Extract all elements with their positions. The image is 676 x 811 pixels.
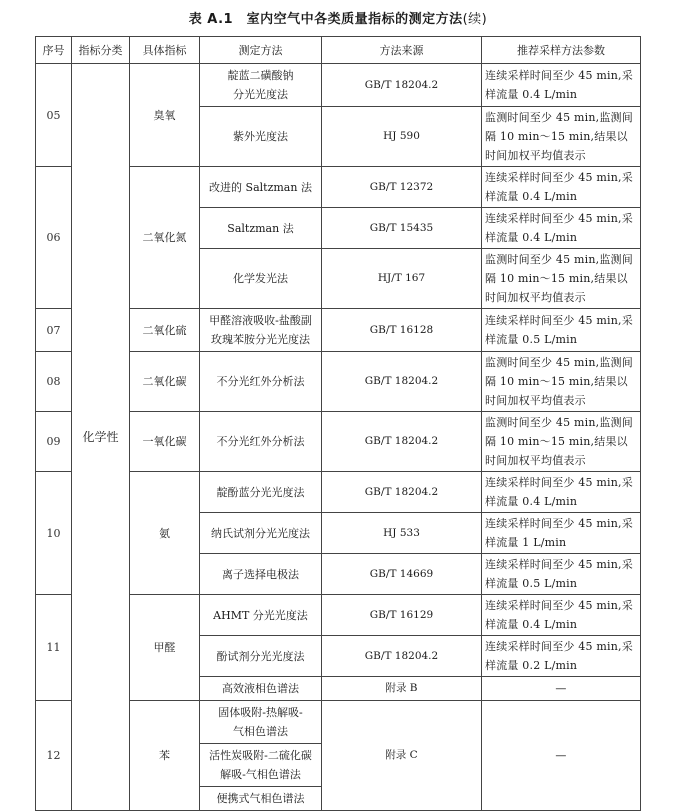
cell-indicator: 氨 xyxy=(130,472,200,595)
table-title-suffix: (续) xyxy=(462,12,488,27)
cell-source: GB/T 14669 xyxy=(322,554,482,595)
cell-method: 靛酚蓝分光光度法 xyxy=(200,472,322,513)
cell-method: Saltzman 法 xyxy=(200,208,322,249)
table-body xyxy=(36,64,641,811)
cell-source: GB/T 18204.2 xyxy=(322,412,482,472)
cell-params: 监测时间至少 45 min,监测间隔 10 min～15 min,结果以时间加权平均值表示 xyxy=(482,412,641,472)
cell-source: HJ 533 xyxy=(322,513,482,554)
cell-params: — xyxy=(482,701,641,811)
cell-params: 连续采样时间至少 45 min,采样流量 0.4 L/min xyxy=(482,167,641,208)
cell-params: 监测时间至少 45 min,监测间隔 10 min～15 min,结果以时间加权平均值表示 xyxy=(482,249,641,309)
cell-method: 改进的 Saltzman 法 xyxy=(200,167,322,208)
cell-method: 离子选择电极法 xyxy=(200,554,322,595)
cell-indicator: 一氧化碳 xyxy=(130,412,200,472)
header-no: 序号 xyxy=(36,37,72,64)
table-title-main: 表 A.1 室内空气中各类质量指标的测定方法 xyxy=(188,12,463,27)
cell-indicator: 二氧化碳 xyxy=(130,352,200,412)
cell-params: 连续采样时间至少 45 min,采样流量 0.4 L/min xyxy=(482,208,641,249)
cell-source: GB/T 18204.2 xyxy=(322,64,482,107)
header-source: 方法来源 xyxy=(322,37,482,64)
cell-method: 不分光红外分析法 xyxy=(200,352,322,412)
cell-source: 附录 C xyxy=(322,701,482,811)
cell-source: GB/T 16128 xyxy=(322,309,482,352)
cell-source: HJ 590 xyxy=(322,107,482,167)
cell-method: 高效液相色谱法 xyxy=(200,677,322,701)
cell-indicator: 甲醛 xyxy=(130,595,200,701)
cell-method: 活性炭吸附-二硫化碳 解吸-气相色谱法 xyxy=(200,744,322,787)
cell-source: GB/T 18204.2 xyxy=(322,472,482,513)
header-params: 推荐采样方法参数 xyxy=(482,37,641,64)
cell-method: 便携式气相色谱法 xyxy=(200,787,322,811)
header-method: 测定方法 xyxy=(200,37,322,64)
cell-source: GB/T 12372 xyxy=(322,167,482,208)
cell-no: 09 xyxy=(36,412,72,472)
cell-method: 纳氏试剂分光光度法 xyxy=(200,513,322,554)
cell-method: 固体吸附-热解吸- 气相色谱法 xyxy=(200,701,322,744)
cell-no: 06 xyxy=(36,167,72,309)
header-category: 指标分类 xyxy=(72,37,130,64)
cell-indicator: 二氧化氮 xyxy=(130,167,200,309)
header-row xyxy=(36,37,641,64)
cell-method: 化学发光法 xyxy=(200,249,322,309)
cell-method: 紫外光度法 xyxy=(200,107,322,167)
cell-params: 连续采样时间至少 45 min,采样流量 0.4 L/min xyxy=(482,595,641,636)
cell-no: 08 xyxy=(36,352,72,412)
cell-source: GB/T 18204.2 xyxy=(322,636,482,677)
cell-category: 化学性 xyxy=(72,64,130,811)
cell-indicator: 苯 xyxy=(130,701,200,811)
cell-source: 附录 B xyxy=(322,677,482,701)
cell-no: 07 xyxy=(36,309,72,352)
cell-params: 连续采样时间至少 45 min,采样流量 0.2 L/min xyxy=(482,636,641,677)
cell-method: 靛蓝二磺酸钠 分光光度法 xyxy=(200,64,322,107)
cell-params: 连续采样时间至少 45 min,采样流量 0.4 L/min xyxy=(482,472,641,513)
cell-params: 监测时间至少 45 min,监测间隔 10 min～15 min,结果以时间加权平均值表示 xyxy=(482,352,641,412)
cell-params: 连续采样时间至少 45 min,采样流量 0.5 L/min xyxy=(482,554,641,595)
cell-source: HJ/T 167 xyxy=(322,249,482,309)
cell-indicator: 臭氧 xyxy=(130,64,200,167)
cell-params: — xyxy=(482,677,641,701)
cell-no: 12 xyxy=(36,701,72,811)
cell-params: 连续采样时间至少 45 min,采样流量 1 L/min xyxy=(482,513,641,554)
cell-no: 11 xyxy=(36,595,72,701)
header-indicator: 具体指标 xyxy=(130,37,200,64)
cell-params: 连续采样时间至少 45 min,采样流量 0.5 L/min xyxy=(482,309,641,352)
cell-method: 甲醛溶液吸收-盐酸副 玫瑰苯胺分光光度法 xyxy=(200,309,322,352)
cell-params: 监测时间至少 45 min,监测间隔 10 min～15 min,结果以时间加权平均值表示 xyxy=(482,107,641,167)
cell-method: 不分光红外分析法 xyxy=(200,412,322,472)
cell-params: 连续采样时间至少 45 min,采样流量 0.4 L/min xyxy=(482,64,641,107)
cell-source: GB/T 15435 xyxy=(322,208,482,249)
table-row xyxy=(36,64,641,107)
cell-source: GB/T 16129 xyxy=(322,595,482,636)
cell-source: GB/T 18204.2 xyxy=(322,352,482,412)
cell-no: 10 xyxy=(36,472,72,595)
cell-indicator: 二氧化硫 xyxy=(130,309,200,352)
cell-method: 酚试剂分光光度法 xyxy=(200,636,322,677)
cell-no: 05 xyxy=(36,64,72,167)
cell-method: AHMT 分光光度法 xyxy=(200,595,322,636)
methods-table xyxy=(35,36,641,811)
table-title xyxy=(0,8,676,27)
